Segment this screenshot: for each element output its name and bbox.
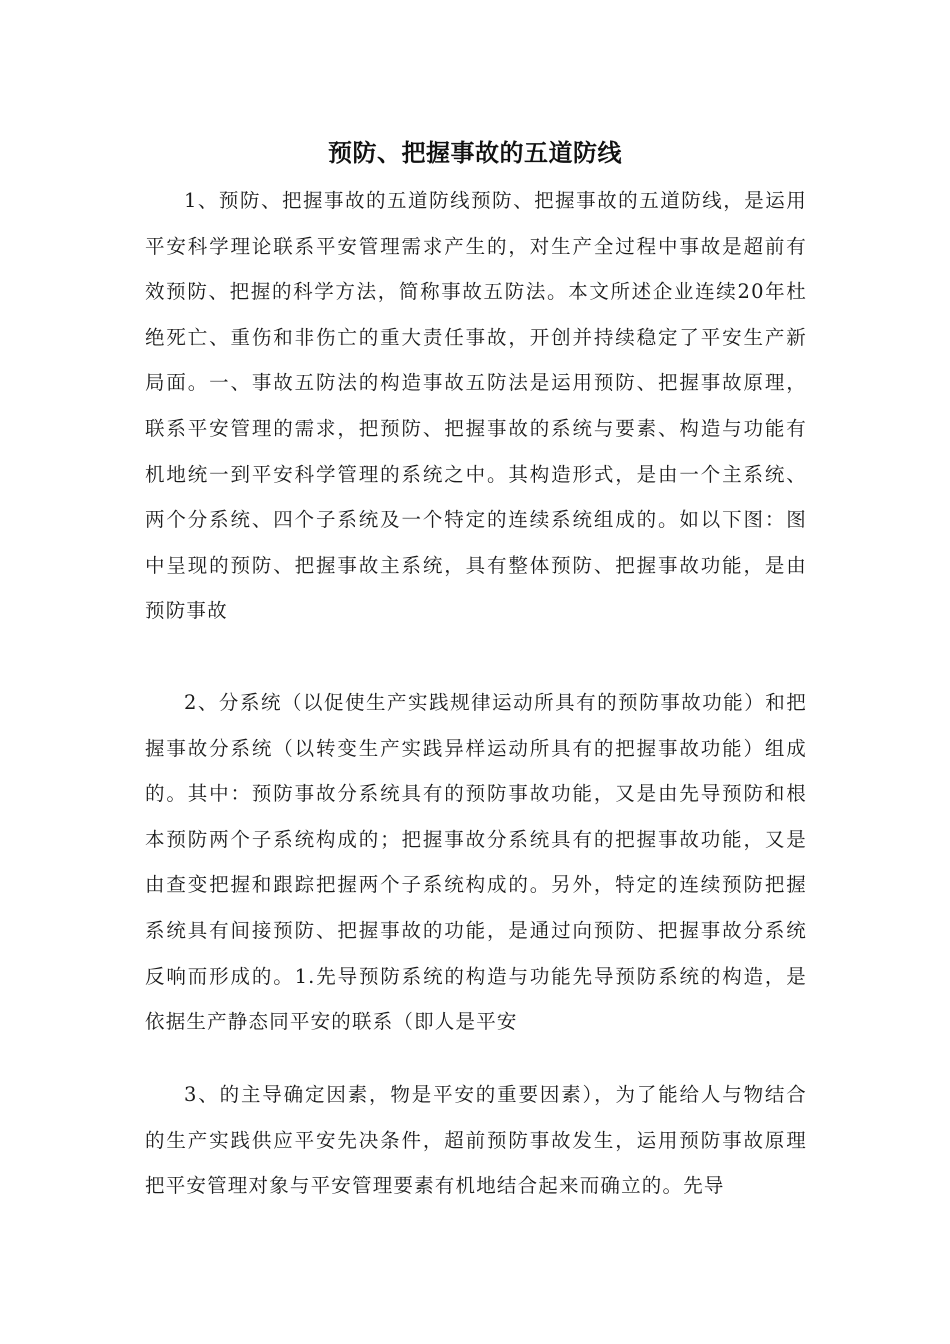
paragraph-2: 2、分系统（以促使生产实践规律运动所具有的预防事故功能）和把握事故分系统（以转变生产实践异样运动所具有的把握事故功能）组成的。其中：预防事故分系统具有的预防事故功能，又是由先导预防和根本预防两个子系统构成的；把握事故分系统具有的把握事故功能，又是由查变把握和跟踪把握两个子系统构成的。另外，特定的连续预防把握系统具有间接预防、把握事故的功能，是通过向预防、把握事故分系统反响而形成的。1.先导预防系统的构造与功能先导预防系统的构造，是依据生产静态同平安的联系（即人是平安 xyxy=(145,691,807,1034)
paragraph-3: 3、的主导确定因素，物是平安的重要因素），为了能给人与物结合的生产实践供应平安先决条件，超前预防事故发生，运用预防事故原理把平安管理对象与平安管理要素有机地结合起来而确立的。先导 xyxy=(145,1083,807,1198)
document-title: 预防、把握事故的五道防线 xyxy=(328,138,622,167)
paragraph-1: 1、预防、把握事故的五道防线预防、把握事故的五道防线，是运用平安科学理论联系平安管理需求产生的，对生产全过程中事故是超前有效预防、把握的科学方法，简称事故五防法。本文所述企业连续20年杜绝死亡、重伤和非伤亡的重大责任事故，开创并持续稳定了平安生产新局面。一、事故五防法的构造事故五防法是运用预防、把握事故原理，联系平安管理的需求，把预防、把握事故的系统与要素、构造与功能有机地统一到平安科学管理的系统之中。其构造形式，是由一个主系统、两个分系统、四个子系统及一个特定的连续系统组成的。如以下图：图中呈现的预防、把握事故主系统，具有整体预防、把握事故功能，是由预防事故 xyxy=(145,189,807,623)
